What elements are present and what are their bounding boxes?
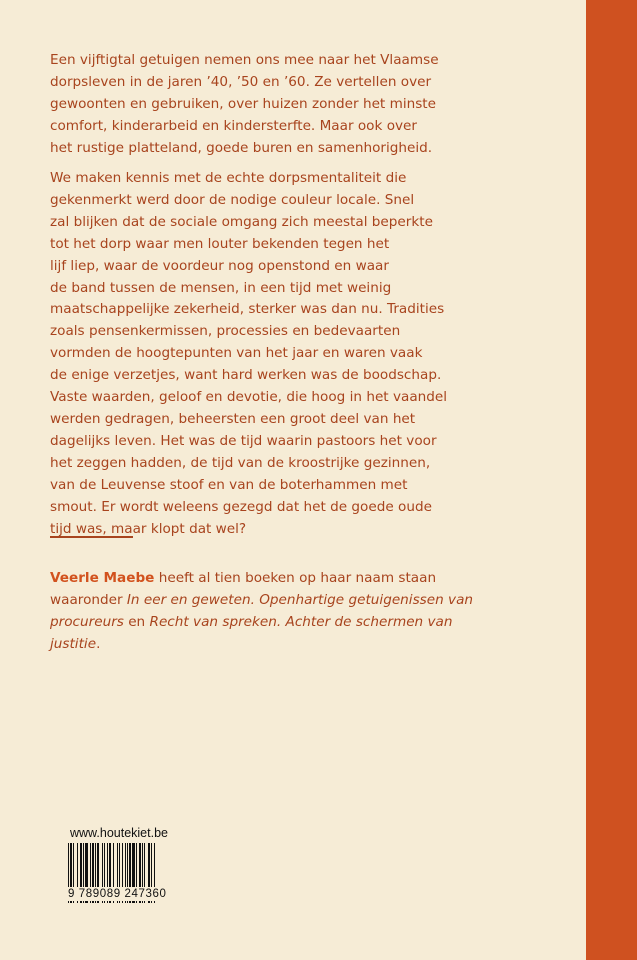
book-title: procureurs [50,613,124,630]
book-title: Recht van spreken. Achter de schermen van [149,613,453,630]
text-line: vormden de hoogtepunten van het jaar en waren vaak [50,345,423,362]
bio-text: heeft al tien boeken op haar naam staan [154,570,437,586]
isbn-number: 9 789089 247360 [68,887,190,901]
text-line: comfort, kinderarbeid en kindersterfte. Maar ook over [50,117,418,134]
text-line: het rustige platteland, goede buren en samenhorigheid. [50,139,433,156]
bio-text: . [96,635,101,652]
text-line: smout. Er wordt weleens gezegd dat het de goede oude [50,498,432,515]
text-line: tijd was, maar klopt dat wel? [50,520,247,537]
bio-line [50,612,578,634]
text-line: Vaste waarden, geloof en devotie, die hoog in het vaandel [50,389,448,406]
text-line: de band tussen de mensen, in een tijd met weinig [50,279,392,296]
bio-line [50,590,578,612]
book-title: In eer en geweten. Openhartige getuigenissen van [126,591,474,608]
text-line: gewoonten en gebruiken, over huizen zonder het minste [50,95,436,112]
author-name: Veerle Maebe [50,570,155,586]
text-line: de enige verzetjes, want hard werken was de boodschap. [50,367,442,384]
text-line: dagelijks leven. Het was de tijd waarin pastoors het voor [50,432,437,449]
bio-line [50,634,578,656]
text-line: het zeggen hadden, de tijd van de kroostrijke gezinnen, [50,454,431,471]
text-line: zoals pensenkermissen, processies en bedevaarten [50,323,401,340]
bio-line [50,568,578,590]
text-line: We maken kennis met de echte dorpsmentaliteit die [50,170,407,186]
text-line: Een vijftigtal getuigen nemen ons mee naar het Vlaamse [50,52,439,68]
text-line: dorpsleven in de jaren ’40, ’50 en ’60. Ze vertellen over [50,73,432,90]
bio-text: en [123,613,150,630]
book-title: justitie [50,635,97,652]
text-line: werden gedragen, beheersten een groot deel van het [50,410,416,427]
bio-text: waaronder [50,591,127,608]
separator-rule [50,536,133,538]
text-line: tot het dorp waar men louter bekenden tegen het [50,235,390,252]
orange-spine-band [586,0,637,960]
description-paragraph-2 [50,168,578,540]
author-bio [50,568,578,656]
description-paragraph-1 [50,50,578,160]
text-line: van de Leuvense stoof en van de boterhammen met [50,476,408,493]
publisher-website: www.houtekiet.be [70,826,168,840]
text-line: lijf liep, waar de voordeur nog openstond en waar [50,257,389,274]
text-line: zal blijken dat de sociale omgang zich meestal beperkte [50,213,433,230]
text-line: maatschappelijke zekerheid, sterker was dan nu. Tradities [50,301,445,318]
text-line: gekenmerkt werd door de nodige couleur locale. Snel [50,191,415,208]
